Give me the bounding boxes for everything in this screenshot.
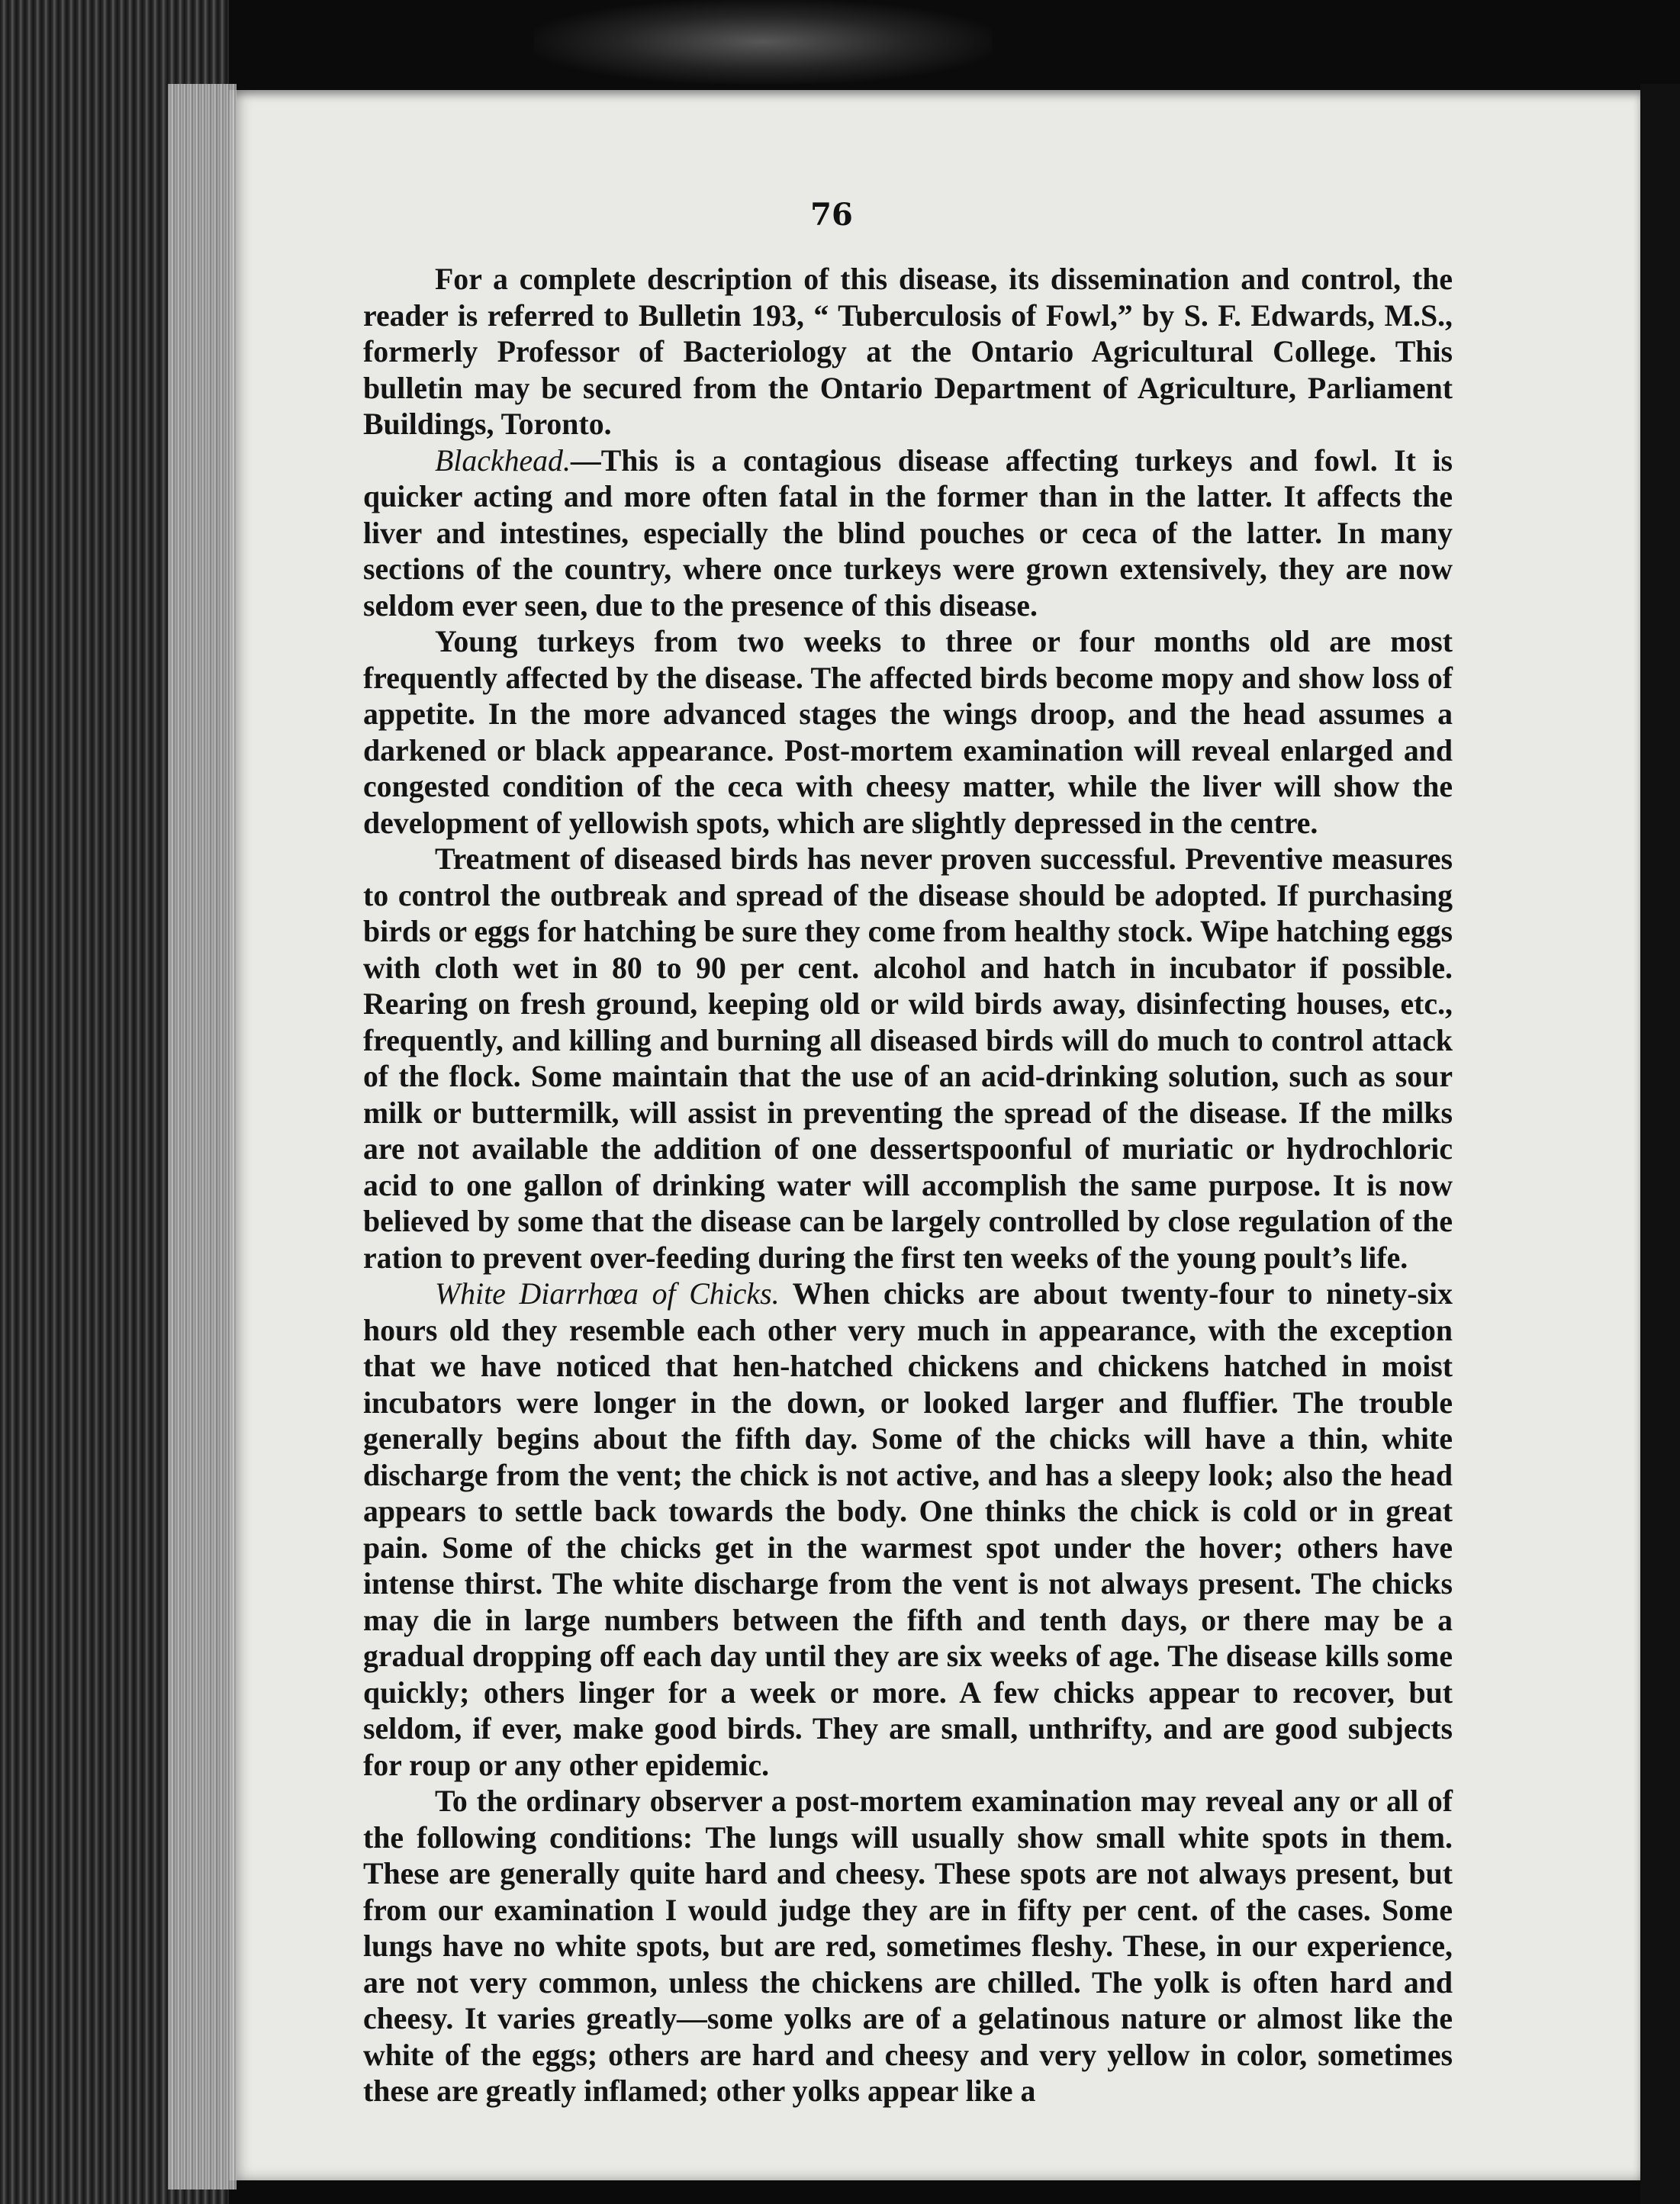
scan-right-edge (1640, 84, 1680, 2204)
paragraph-text: To the ordinary observer a post-mortem examination may reveal any or all of the following conditions: The lungs will usually show small white spots in them. These are generally quite hard and cheesy. These spots are not always present, but from our examination I would judge they are in fifty per cent. of the cases. Some lungs have no white spots, but are red, sometimes fleshy. These, in our experience, are not very common, unless the chickens are chilled. The yolk is often hard and cheesy. It varies greatly—some yolks are of a gelatinous nature or almost like the white of the eggs; others are hard and cheesy and very yellow in color, sometimes these are greatly inflamed; other yolks appear like a (363, 1784, 1453, 2108)
page-sheet (229, 90, 1640, 2180)
paragraph-text: For a complete description of this disease, its dissemination and control, the reader is referred to Bulletin 193, “ Tuberculosis of Fowl,” by S. F. Edwards, M.S., formerly Professor of Bacteriology at the Ontario Agricultural College. This bulletin may be secured from the Ontario Department of Agriculture, Parliament Buildings, Toronto. (363, 262, 1453, 441)
paragraph (363, 841, 1453, 1276)
paragraph (363, 1784, 1453, 2110)
paragraph (363, 262, 1453, 443)
paragraph (363, 1276, 1453, 1784)
paragraph-text: Young turkeys from two weeks to three or four months old are most frequently affected by the disease. The affected birds become mopy and show loss of appetite. In the more advanced stages the wings droop, and the head assumes a darkened or black appearance. Post-mortem examination will reveal enlarged and congested condition of the ceca with cheesy matter, while the liver will show the development of yellowish spots, which are slightly depressed in the centre. (363, 625, 1453, 840)
paragraph (363, 443, 1453, 625)
paragraph-text: —This is a contagious disease affecting turkeys and fowl. It is quicker acting and more often fatal in the former than in the latter. It affects the liver and intestines, especially the blind pouches or ceca of the latter. In many sections of the country, where once turkeys were grown extensively, they are now seldom ever seen, due to the presence of this disease. (363, 443, 1453, 623)
scan-shadow (534, 0, 992, 84)
section-heading-white-diarrhoea: White Diarrhœa of Chicks. (435, 1277, 780, 1311)
paragraph (363, 624, 1453, 841)
paragraph-text: Treatment of diseased birds has never proven successful. Preventive measures to control the outbreak and spread of the disease should be adopted. If purchasing birds or eggs for hatching be sure they come from healthy stock. Wipe hatching eggs with cloth wet in 80 to 90 per cent. alcohol and hatch in incubator if possible. Rearing on fresh ground, keeping old or wild birds away, disinfecting houses, etc., frequently, and killing and burning all diseased birds will do much to control attack of the flock. Some maintain that the use of an acid-drinking solution, such as sour milk or buttermilk, will assist in preventing the spread of the disease. If the milks are not available the addition of one dessertspoonful of muriatic or hydrochloric acid to one gallon of drinking water will accomplish the same purpose. It is now believed by some that the disease can be largely controlled by close regulation of the ration to prevent over-feeding during the first ten weeks of the young poult’s life. (363, 842, 1453, 1275)
page-stack-edge (168, 84, 237, 2190)
paragraph-text: When chicks are about twenty-four to ninety-six hours old they resemble each other very much in appearance, with the exception that we have noticed that hen-hatched chickens and chickens hatched in moist incubators were longer in the down, or looked larger and fluffier. The trouble generally begins about the fifth day. Some of the chicks will have a thin, white discharge from the vent; the chick is not active, and has a sleepy look; also the head appears to settle back towards the body. One thinks the chick is cold or in great pain. Some of the chicks get in the warmest spot under the hover; others have intense thirst. The white discharge from the vent is not always present. The chicks may die in large numbers between the fifth and tenth days, or there may be a gradual dropping off each day until they are six weeks of age. The disease kills some quickly; others linger for a week or more. A few chicks appear to recover, but seldom, if ever, make good birds. They are small, unthrifty, and are good subjects for roup or any other epidemic. (363, 1277, 1453, 1782)
body-text (363, 262, 1453, 2110)
page-number: 76 (810, 197, 853, 233)
section-heading-blackhead: Blackhead. (435, 443, 571, 478)
